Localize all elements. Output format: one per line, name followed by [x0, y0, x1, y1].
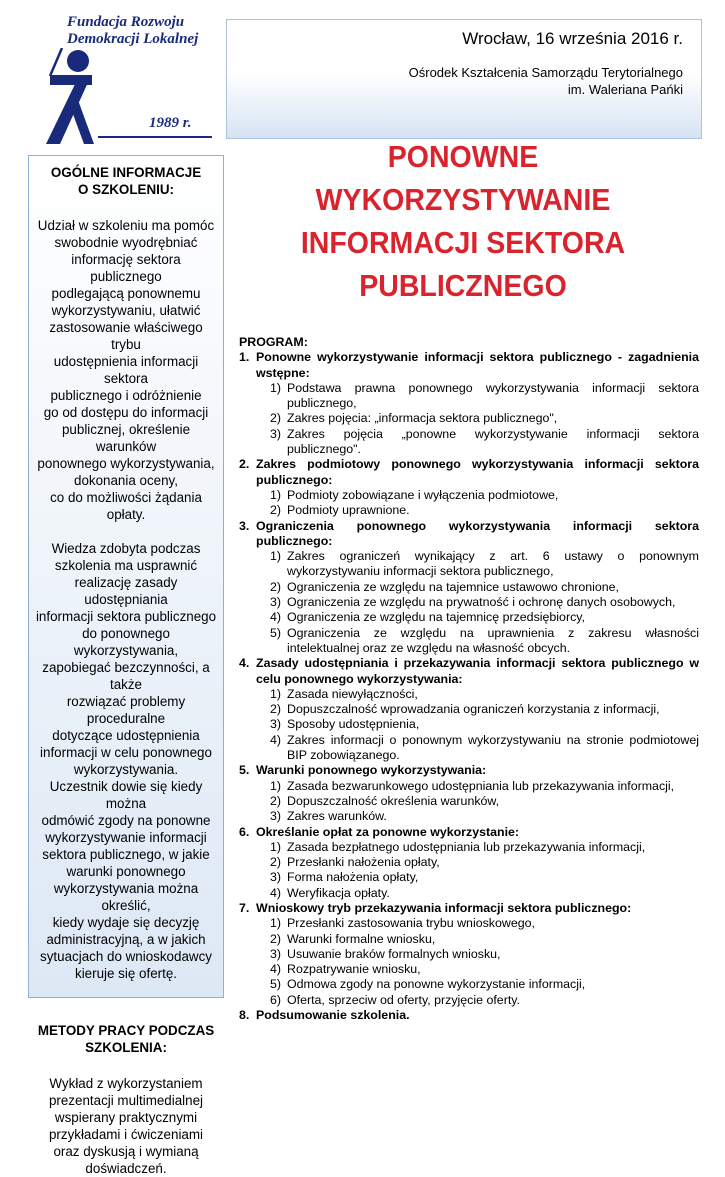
subitem-number: 1)	[269, 778, 281, 793]
sidebar-text-line: dokonania oceny,	[74, 473, 178, 488]
subitem-text: Weryfikacja opłaty.	[287, 885, 390, 900]
sidebar-paragraph-2	[35, 540, 217, 778]
section-title-text: Zasady udostępniania i przekazywania informacji sektora publicznego w celu ponownego wykorzystywania:	[256, 656, 699, 686]
sidebar-text-line: co do możliwości żądania opłaty.	[50, 490, 202, 522]
subitem-number: 1)	[269, 916, 281, 931]
sidebar-text-line: wykorzystywania można określić,	[53, 881, 199, 913]
sidebar-text-line: administracyjną, a w jakich	[46, 932, 206, 947]
section-number: 6.	[239, 824, 250, 839]
program-subitem	[239, 977, 699, 992]
program-subitem	[239, 381, 699, 412]
sidebar-text-line: Uczestnik dowie się kiedy można	[49, 779, 203, 811]
header-org-line1: Ośrodek Kształcenia Samorządu Terytorialnego	[408, 65, 683, 80]
section-number: 1.	[239, 350, 250, 365]
program-section-item	[239, 901, 699, 1008]
subitem-number: 1)	[269, 686, 281, 701]
sidebar-text-line: wykorzystywaniu, ułatwić	[51, 303, 201, 318]
title-line4: PUBLICZNEGO	[359, 268, 567, 303]
subitem-number: 5)	[269, 977, 281, 992]
subitem-number: 2)	[269, 503, 281, 518]
subitem-text: Ograniczenia ze względu na tajemnicę przedsiębiorcy,	[287, 610, 585, 625]
sidebar-text-line: wykorzystywania.	[73, 762, 179, 777]
program-subitem	[239, 993, 699, 1008]
subitem-number: 2)	[269, 579, 281, 594]
program-subitem	[239, 427, 699, 458]
sidebar-text-line: dotyczące udostępnienia	[52, 728, 200, 743]
subitem-number: 3)	[269, 426, 281, 441]
program-section-title	[239, 457, 699, 488]
logo-year: 1989 r.	[149, 115, 192, 131]
program-subitem	[239, 947, 699, 962]
subitem-text: Zakres informacji o ponownym wykorzystywaniu na stronie podmiotowej BIP zobowiązanego.	[287, 732, 699, 763]
subitem-text: Odmowa zgody na ponowne wykorzystanie informacji,	[287, 977, 586, 992]
program-subitem	[239, 488, 699, 503]
program-subitem	[239, 549, 699, 580]
subitem-number: 3)	[269, 870, 281, 885]
logo-name-line2: Demokracji Lokalnej	[67, 31, 199, 47]
sidebar-text-line: wspierany praktycznymi	[54, 1110, 198, 1125]
sidebar-text-line: Wiedza zdobyta podczas	[51, 541, 201, 556]
program-section-item	[239, 656, 699, 763]
subitem-text: Zakres ograniczeń wynikający z art. 6 ustawy o ponownym wykorzystywaniu informacji sektora publicznego,	[287, 549, 699, 579]
sidebar-text-line: przykładami i ćwiczeniami	[48, 1127, 204, 1142]
subitem-text: Zakres pojęcia „ponowne wykorzystywanie informacji sektora publicznego".	[287, 426, 699, 457]
subitem-number: 2)	[269, 931, 281, 946]
program-subitem	[239, 840, 699, 855]
section-number: 3.	[239, 518, 250, 533]
sidebar-paragraph-1	[35, 217, 217, 523]
subitem-text: Zakres warunków.	[287, 809, 387, 824]
section-title-text: Warunki ponownego wykorzystywania:	[256, 763, 487, 778]
program-subitem	[239, 886, 699, 901]
program-heading: PROGRAM:	[239, 335, 308, 349]
subitem-text: Dopuszczalność określenia warunków,	[287, 793, 500, 808]
program-section-item	[239, 350, 699, 457]
sidebar-text-line: publicznej, określenie warunków	[61, 422, 191, 454]
subitem-text: Oferta, sprzeciw od oferty, przyjęcie oferty.	[287, 992, 520, 1007]
program-subitem	[239, 702, 699, 717]
section-number: 4.	[239, 656, 250, 671]
subitem-number: 4)	[269, 732, 281, 747]
title-line1: PONOWNE	[387, 139, 539, 174]
sidebar-text-line: swobodnie wyodrębniać	[54, 235, 198, 250]
subitem-number: 3)	[269, 717, 281, 732]
header-org-line2: im. Waleriana Pańki	[567, 82, 683, 97]
subitem-number: 5)	[269, 625, 281, 640]
program-subitem	[239, 580, 699, 595]
program-subitem	[239, 411, 699, 426]
sidebar-text-line: doświadczeń.	[85, 1161, 167, 1176]
subitem-text: Przesłanki nałożenia opłaty,	[287, 855, 440, 870]
sidebar-text-line: kiedy wydaje się decyzję	[52, 915, 200, 930]
logo-divider	[98, 136, 212, 138]
program-subitem	[239, 962, 699, 977]
subitem-text: Zasada bezpłatnego udostępniania lub przekazywania informacji,	[287, 839, 646, 854]
info-sidebar	[28, 155, 224, 1176]
subitem-number: 2)	[269, 702, 281, 717]
subitem-text: Dopuszczalność wprowadzania ograniczeń korzystania z informacji,	[287, 702, 660, 717]
section-number: 5.	[239, 763, 250, 778]
subitem-number: 3)	[269, 595, 281, 610]
subitem-text: Ograniczenia ze względu na prywatność i ochronę danych osobowych,	[287, 595, 676, 610]
section-title-text: Ponowne wykorzystywanie informacji sektora publicznego - zagadnienia wstępne:	[256, 350, 699, 380]
sidebar-text-line: podlegającą ponownemu	[51, 286, 201, 301]
sidebar-text-line: warunki ponownego	[66, 864, 186, 879]
sidebar-paragraph-4	[35, 1075, 217, 1177]
sidebar-text-line: odmówić zgody na ponowne	[41, 813, 211, 828]
program-subitem	[239, 932, 699, 947]
sidebar-text-line: oraz dyskusją i wymianą	[53, 1144, 199, 1159]
subitem-number: 2)	[269, 855, 281, 870]
subitem-text: Ograniczenia ze względu na uprawnienia z zakresu własności intelektualnej oraz ze względu na własność obcych.	[287, 625, 699, 655]
program-subitem	[239, 855, 699, 870]
sidebar-text-line: Wykład z wykorzystaniem	[49, 1076, 203, 1091]
subitem-number: 3)	[269, 946, 281, 961]
subitem-number: 3)	[269, 809, 281, 824]
subitem-number: 4)	[269, 962, 281, 977]
subitem-number: 1)	[269, 487, 281, 502]
title-line3: INFORMACJI SEKTORA	[300, 225, 626, 260]
subitem-text: Zakres pojęcia: „informacja sektora publicznego",	[287, 411, 558, 426]
person-figure-icon	[40, 48, 100, 144]
subitem-text: Sposoby udostępnienia,	[287, 717, 420, 732]
program-section-title	[239, 350, 699, 381]
section-number: 2.	[239, 457, 250, 472]
sidebar-text-line: szkolenia ma usprawnić	[54, 558, 198, 573]
subitem-text: Rozpatrywanie wniosku,	[287, 962, 421, 977]
header-box	[226, 19, 702, 139]
subitem-text: Przesłanki zastosowania trybu wnioskowego,	[287, 916, 535, 931]
general-info-heading-2: O SZKOLENIU:	[78, 182, 174, 197]
section-number: 7.	[239, 900, 250, 915]
program-subitem	[239, 809, 699, 824]
subitem-number: 2)	[269, 793, 281, 808]
sidebar-text-line: go od dostępu do informacji	[43, 405, 209, 420]
general-info-heading-1: OGÓLNE INFORMACJE	[50, 165, 202, 180]
section-title-text: Wnioskowy tryb przekazywania informacji sektora publicznego:	[256, 900, 632, 915]
subitem-number: 4)	[269, 610, 281, 625]
program-section-item	[239, 1008, 699, 1023]
program-subitem	[239, 733, 699, 764]
program-section-item	[239, 763, 699, 824]
methods-heading-2: SZKOLENIA:	[85, 1040, 167, 1055]
subitem-number: 1)	[269, 549, 281, 564]
sidebar-text-line: udostępnienia informacji sektora	[53, 354, 199, 386]
methods-heading-1: METODY PRACY PODCZAS	[37, 1023, 215, 1038]
title-line2: WYKORZYSTYWANIE	[315, 182, 611, 217]
program-section-title	[239, 519, 699, 550]
program-subitem	[239, 717, 699, 732]
subitem-number: 1)	[269, 380, 281, 395]
sidebar-text-line: Udział w szkoleniu ma pomóc	[37, 218, 215, 233]
section-title-text: Podsumowanie szkolenia.	[256, 1008, 410, 1023]
subitem-text: Podmioty uprawnione.	[287, 503, 410, 518]
program-subitem	[239, 503, 699, 518]
sidebar-paragraph-3	[35, 778, 217, 982]
subitem-text: Zasada niewyłączności,	[287, 686, 418, 701]
sidebar-text-line: informacji sektora publicznego	[35, 609, 217, 624]
program-subitem	[239, 687, 699, 702]
sidebar-text-line: do ponownego wykorzystywania,	[73, 626, 179, 658]
program-list	[239, 350, 699, 1023]
program-section-item	[239, 457, 699, 518]
logo-name	[67, 14, 217, 48]
logo-name-line1: Fundacja Rozwoju	[67, 14, 185, 30]
program-subitem	[239, 916, 699, 931]
sidebar-text-line: realizację zasady udostępniania	[74, 575, 178, 607]
sidebar-text-line: publicznego i odróżnienie	[50, 388, 202, 403]
subitem-number: 6)	[269, 992, 281, 1007]
subitem-number: 2)	[269, 411, 281, 426]
sidebar-text-line: rozwiązać problemy proceduralne	[66, 694, 186, 726]
program-section	[239, 335, 699, 1023]
section-title-text: Zakres podmiotowy ponownego wykorzystywania informacji sektora publicznego:	[256, 457, 699, 487]
subitem-text: Podmioty zobowiązane i wyłączenia podmiotowe,	[287, 487, 559, 502]
subitem-text: Usuwanie braków formalnych wniosku,	[287, 946, 501, 961]
program-section-title	[239, 901, 699, 916]
section-number: 8.	[239, 1008, 250, 1023]
header-date: Wrocław, 16 września 2016 r.	[462, 29, 683, 48]
sidebar-text-line: zapobiegać bezczynności, a także	[42, 660, 210, 692]
sidebar-text-line: ponownego wykorzystywania,	[37, 456, 215, 471]
page-title	[250, 135, 675, 307]
program-subitem	[239, 610, 699, 625]
sidebar-text-line: sektora publicznego, w jakie	[42, 847, 210, 862]
program-section-item	[239, 825, 699, 901]
subitem-text: Podstawa prawna ponownego wykorzystywania informacji sektora publicznego,	[287, 380, 699, 411]
program-subitem	[239, 626, 699, 657]
program-subitem	[239, 595, 699, 610]
sidebar-text-line: informację sektora publicznego	[71, 252, 181, 284]
subitem-text: Ograniczenia ze względu na tajemnice ustawowo chronione,	[287, 579, 619, 594]
subitem-text: Zasada bezwarunkowego udostępniania lub przekazywania informacji,	[287, 778, 675, 793]
sidebar-text-line: informacji w celu ponownego	[40, 745, 212, 760]
program-subitem	[239, 794, 699, 809]
subitem-number: 1)	[269, 839, 281, 854]
sidebar-text-line: zastosowanie właściwego trybu	[49, 320, 203, 352]
program-subitem	[239, 779, 699, 794]
program-section-title	[239, 656, 699, 687]
section-title-text: Określanie opłat za ponowne wykorzystanie:	[256, 824, 520, 839]
subitem-text: Warunki formalne wniosku,	[287, 931, 436, 946]
program-section-title	[239, 763, 699, 778]
section-title-text: Ograniczenia ponownego wykorzystywania informacji sektora publicznego:	[256, 518, 699, 548]
program-section-title	[239, 825, 699, 840]
sidebar-text-line: sytuacjach do wnioskodawcy	[40, 949, 212, 964]
foundation-logo	[40, 12, 212, 142]
sidebar-text-line: wykorzystywanie informacji	[45, 830, 207, 845]
subitem-text: Forma nałożenia opłaty,	[287, 870, 419, 885]
sidebar-text-line: kieruje się ofertę.	[75, 966, 177, 981]
program-section-item	[239, 519, 699, 657]
program-section-title	[239, 1008, 699, 1023]
sidebar-text-line: prezentacji multimedialnej	[48, 1093, 204, 1108]
program-subitem	[239, 870, 699, 885]
subitem-number: 4)	[269, 885, 281, 900]
